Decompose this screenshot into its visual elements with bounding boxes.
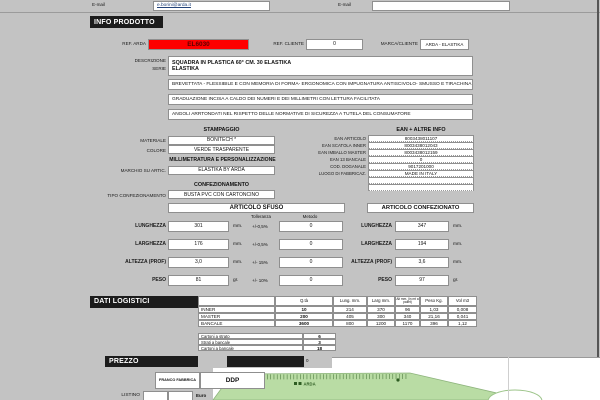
set-square-cutout bbox=[488, 390, 542, 400]
log-qta-cell[interactable]: 200 bbox=[275, 313, 333, 320]
log-larg-cell[interactable]: 300 bbox=[367, 313, 395, 320]
ean-title: EAN + ALTRE INFO bbox=[396, 127, 446, 133]
sfuso-tolleranza: +/-0,5% bbox=[252, 224, 268, 229]
sfuso-metodo-cell[interactable]: 0 bbox=[279, 239, 343, 250]
log-vol-cell[interactable]: 0,008 bbox=[448, 306, 477, 313]
conf-row-label: PESO bbox=[378, 277, 392, 283]
colore-label: COLORE bbox=[146, 147, 166, 153]
tolleranza-header: Tolleranza bbox=[250, 214, 271, 219]
metodo-header: Metodo bbox=[302, 214, 318, 219]
sfuso-unit: gr. bbox=[233, 278, 239, 283]
log-col-header: Larg mm. bbox=[367, 296, 395, 307]
conf-value-cell[interactable]: 97 bbox=[395, 275, 449, 286]
page-edge-line bbox=[597, 0, 599, 357]
log-col-header bbox=[198, 296, 275, 307]
log-row-name: INNER bbox=[198, 306, 275, 313]
log-col-header: Vol m3 bbox=[448, 296, 477, 307]
sfuso-metodo-cell[interactable]: 0 bbox=[279, 275, 343, 286]
serie-value: ELASTIKA bbox=[172, 66, 199, 72]
sfuso-row-label: ALTEZZA (PROF) bbox=[125, 259, 166, 265]
sfuso-tolleranza: +/-0,5% bbox=[252, 242, 268, 247]
euro-label: Euro bbox=[196, 393, 207, 398]
log-lung-cell[interactable]: 214 bbox=[333, 306, 367, 313]
email-left-field[interactable] bbox=[153, 1, 270, 11]
conf-unit: gr. bbox=[453, 278, 459, 283]
serie-label: SERIE bbox=[152, 66, 166, 71]
conf-value-cell[interactable]: 194 bbox=[395, 239, 449, 250]
sfuso-value-cell[interactable]: 3,0 bbox=[168, 257, 229, 268]
log-peso-cell[interactable]: 21,16 bbox=[420, 313, 448, 320]
conf-unit: mm. bbox=[453, 242, 463, 247]
column-gridline bbox=[508, 357, 509, 400]
ean-cell-empty[interactable] bbox=[368, 184, 474, 191]
colore-cell[interactable]: VERDE TRASPARENTE bbox=[168, 145, 275, 154]
ref-cliente-label: REF. CLIENTE bbox=[273, 41, 304, 46]
sfuso-unit: mm. bbox=[233, 260, 243, 265]
materiale-cell[interactable]: BONITECH * bbox=[168, 136, 275, 145]
feature-row[interactable]: GRADUAZIONE INCISA A CALDO DEI NUMERI E DEI MILLIMETRI CON LETTURA FACILITATA bbox=[168, 94, 473, 106]
marca-cliente-label: MARCA/CLIENTE bbox=[380, 41, 418, 46]
log-alt-cell[interactable]: 1170 bbox=[395, 320, 420, 327]
log-qta-cell[interactable]: 3600 bbox=[275, 320, 333, 327]
email-right-label: E-mail bbox=[338, 2, 352, 7]
ean-cell[interactable]: 8003438012159 bbox=[368, 149, 474, 156]
info-prodotto-header: INFO PRODOTTO bbox=[90, 16, 163, 28]
ean-cell[interactable]: 8003438012043 bbox=[368, 142, 474, 149]
franco-fabbrica-cell[interactable]: FRANCO FABBRICA bbox=[155, 372, 200, 389]
sfuso-row-label: LUNGHEZZA bbox=[135, 223, 166, 229]
marchio-label: MARCHIO SU ARTIC. bbox=[120, 168, 166, 173]
millimetratura-title: MILLIMETRATURA E PERSONALIZZAZIONE bbox=[169, 157, 276, 163]
sfuso-metodo-cell[interactable]: 0 bbox=[279, 257, 343, 268]
log-row-name: MASTER bbox=[198, 313, 275, 320]
section-divider bbox=[0, 12, 600, 13]
conf-row-label: ALTEZZA (PROF) bbox=[351, 259, 392, 265]
ean-label: COD. DOGANALE bbox=[330, 163, 366, 169]
sfuso-unit: mm. bbox=[233, 224, 243, 229]
descrizione-label: DESCRIZIONE bbox=[134, 58, 166, 63]
log-col-header: Alt mm. (in mt a pallet) bbox=[395, 296, 420, 307]
log-alt-cell[interactable]: 96 bbox=[395, 306, 420, 313]
conf-unit: mm. bbox=[453, 224, 463, 229]
log-peso-cell[interactable]: 396 bbox=[420, 320, 448, 327]
prezzo-header: PREZZO bbox=[105, 356, 198, 368]
pallet-extra-label: Cartoni a bancale bbox=[198, 345, 303, 351]
log-col-header: Lung. mm. bbox=[333, 296, 367, 307]
marchio-cell[interactable]: ELASTIKA BY ARDA bbox=[168, 166, 275, 175]
conf-row-label: LUNGHEZZA bbox=[361, 223, 392, 229]
log-vol-cell[interactable]: 1,12 bbox=[448, 320, 477, 327]
listino-label: LISTINO bbox=[121, 393, 140, 398]
ean-label: EAN ARTICOLO bbox=[334, 135, 366, 141]
log-alt-cell[interactable]: 340 bbox=[395, 313, 420, 320]
conf-row-label: LARGHEZZA bbox=[361, 241, 392, 247]
log-vol-cell[interactable]: 0,041 bbox=[448, 313, 477, 320]
log-qta-cell[interactable]: 10 bbox=[275, 306, 333, 313]
sfuso-value-cell[interactable]: 176 bbox=[168, 239, 229, 250]
sfuso-tolleranza: +/- 15% bbox=[252, 260, 268, 265]
ean-label: EAN 13 BANCALE bbox=[329, 156, 366, 162]
sfuso-value-cell[interactable]: 301 bbox=[168, 221, 229, 232]
ean-cell[interactable]: 9017201000 bbox=[368, 163, 474, 170]
conf-value-cell[interactable]: 3,6 bbox=[395, 257, 449, 268]
log-lung-cell[interactable]: 800 bbox=[333, 320, 367, 327]
tipo-confezionamento-cell[interactable]: BUSTA PVC CON CARTONCINO bbox=[168, 190, 275, 199]
stray-zero: 0 bbox=[306, 357, 309, 363]
log-col-header: Q.tà bbox=[275, 296, 333, 307]
log-larg-cell[interactable]: 370 bbox=[367, 306, 395, 313]
sfuso-value-cell[interactable]: 81 bbox=[168, 275, 229, 286]
sfuso-metodo-cell[interactable]: 0 bbox=[279, 221, 343, 232]
log-row-name: BANCALE bbox=[198, 320, 275, 327]
sfuso-unit: mm. bbox=[233, 242, 243, 247]
product-photo-set-square bbox=[210, 368, 600, 400]
ean-cell[interactable]: 0 bbox=[368, 156, 474, 163]
corner-logo-mark bbox=[396, 378, 399, 381]
descrizione-value: SQUADRA IN PLASTICA 60° CM. 30 ELASTIKA bbox=[172, 60, 292, 66]
ean-label: EAN SCATOLA INNER bbox=[321, 142, 366, 148]
stampaggio-title: STAMPAGGIO bbox=[203, 127, 240, 133]
log-col-header: Peso Kg. bbox=[420, 296, 448, 307]
marca-cliente-cell[interactable]: ARDA - ELASTIKA bbox=[420, 39, 469, 50]
listino-cell-1[interactable] bbox=[143, 391, 168, 400]
dati-logistici-header: DATI LOGISTICI bbox=[90, 296, 231, 309]
ean-cell[interactable]: MADE IN ITALY bbox=[368, 170, 474, 177]
log-larg-cell[interactable]: 1200 bbox=[367, 320, 395, 327]
brand-logo-text: ARDA bbox=[303, 381, 316, 387]
ean-label: EAN IMBALLO MASTER bbox=[318, 149, 366, 155]
materiale-label: MATERIALE bbox=[140, 138, 166, 143]
prezzo-header-blank bbox=[227, 356, 304, 368]
email-left-label: E-mail bbox=[92, 2, 106, 7]
feature-row[interactable]: BREVETTATA - FLESSIBILE E CON MEMORIA DI FORMA- ERGONOMICA CON IMPUGNATURA ANTISCIVOLO- SMUSSO E TIRACHINA bbox=[168, 79, 473, 91]
ean-cell-empty[interactable] bbox=[368, 177, 474, 184]
sfuso-row-label: PESO bbox=[152, 277, 166, 283]
log-peso-cell[interactable]: 1,03 bbox=[420, 306, 448, 313]
tipo-confezionamento-label: TIPO CONFEZIONAMENTO bbox=[107, 192, 166, 198]
confezionamento-title: CONFEZIONAMENTO bbox=[193, 182, 249, 188]
log-lung-cell[interactable]: 405 bbox=[333, 313, 367, 320]
pallet-extra-label: Cartoni a strato bbox=[198, 333, 303, 339]
feature-row[interactable]: ANGOLI ARRTONDATI NEL RISPETTO DELLE NORMATIVE DI SICUREZZA A TUTELA DEL CONSUMATORE bbox=[168, 109, 473, 121]
ean-cell[interactable]: 8003438011107 bbox=[368, 135, 474, 142]
ref-arda-cell[interactable]: EL6030 bbox=[148, 39, 249, 50]
email-link[interactable]: e.borini@arda.it bbox=[157, 3, 191, 8]
ddp-cell[interactable]: DDP bbox=[200, 372, 265, 389]
ref-cliente-cell[interactable]: 0 bbox=[306, 39, 363, 50]
sfuso-row-label: LARGHEZZA bbox=[135, 241, 166, 247]
pallet-extra-value[interactable]: 6 bbox=[303, 333, 336, 339]
listino-cell-2[interactable] bbox=[168, 391, 193, 400]
email-right-field[interactable] bbox=[372, 1, 510, 11]
ean-label: LUOGO DI FABBRICAZ. bbox=[318, 170, 366, 176]
ref-arda-label: REF. ARDA bbox=[122, 41, 146, 46]
descrizione-cell[interactable] bbox=[168, 56, 473, 76]
pallet-extra-label: Strati a bancale bbox=[198, 339, 303, 345]
conf-unit: mm. bbox=[453, 260, 463, 265]
sfuso-tolleranza: +/- 10% bbox=[252, 278, 268, 283]
conf-value-cell[interactable]: 347 bbox=[395, 221, 449, 232]
pallet-extra-value[interactable]: 3 bbox=[303, 339, 336, 345]
pallet-extra-value[interactable]: 18 bbox=[303, 345, 336, 351]
articolo-sfuso-header: ARTICOLO SFUSO bbox=[168, 203, 345, 214]
articolo-confezionato-header: ARTICOLO CONFEZIONATO bbox=[367, 203, 474, 214]
